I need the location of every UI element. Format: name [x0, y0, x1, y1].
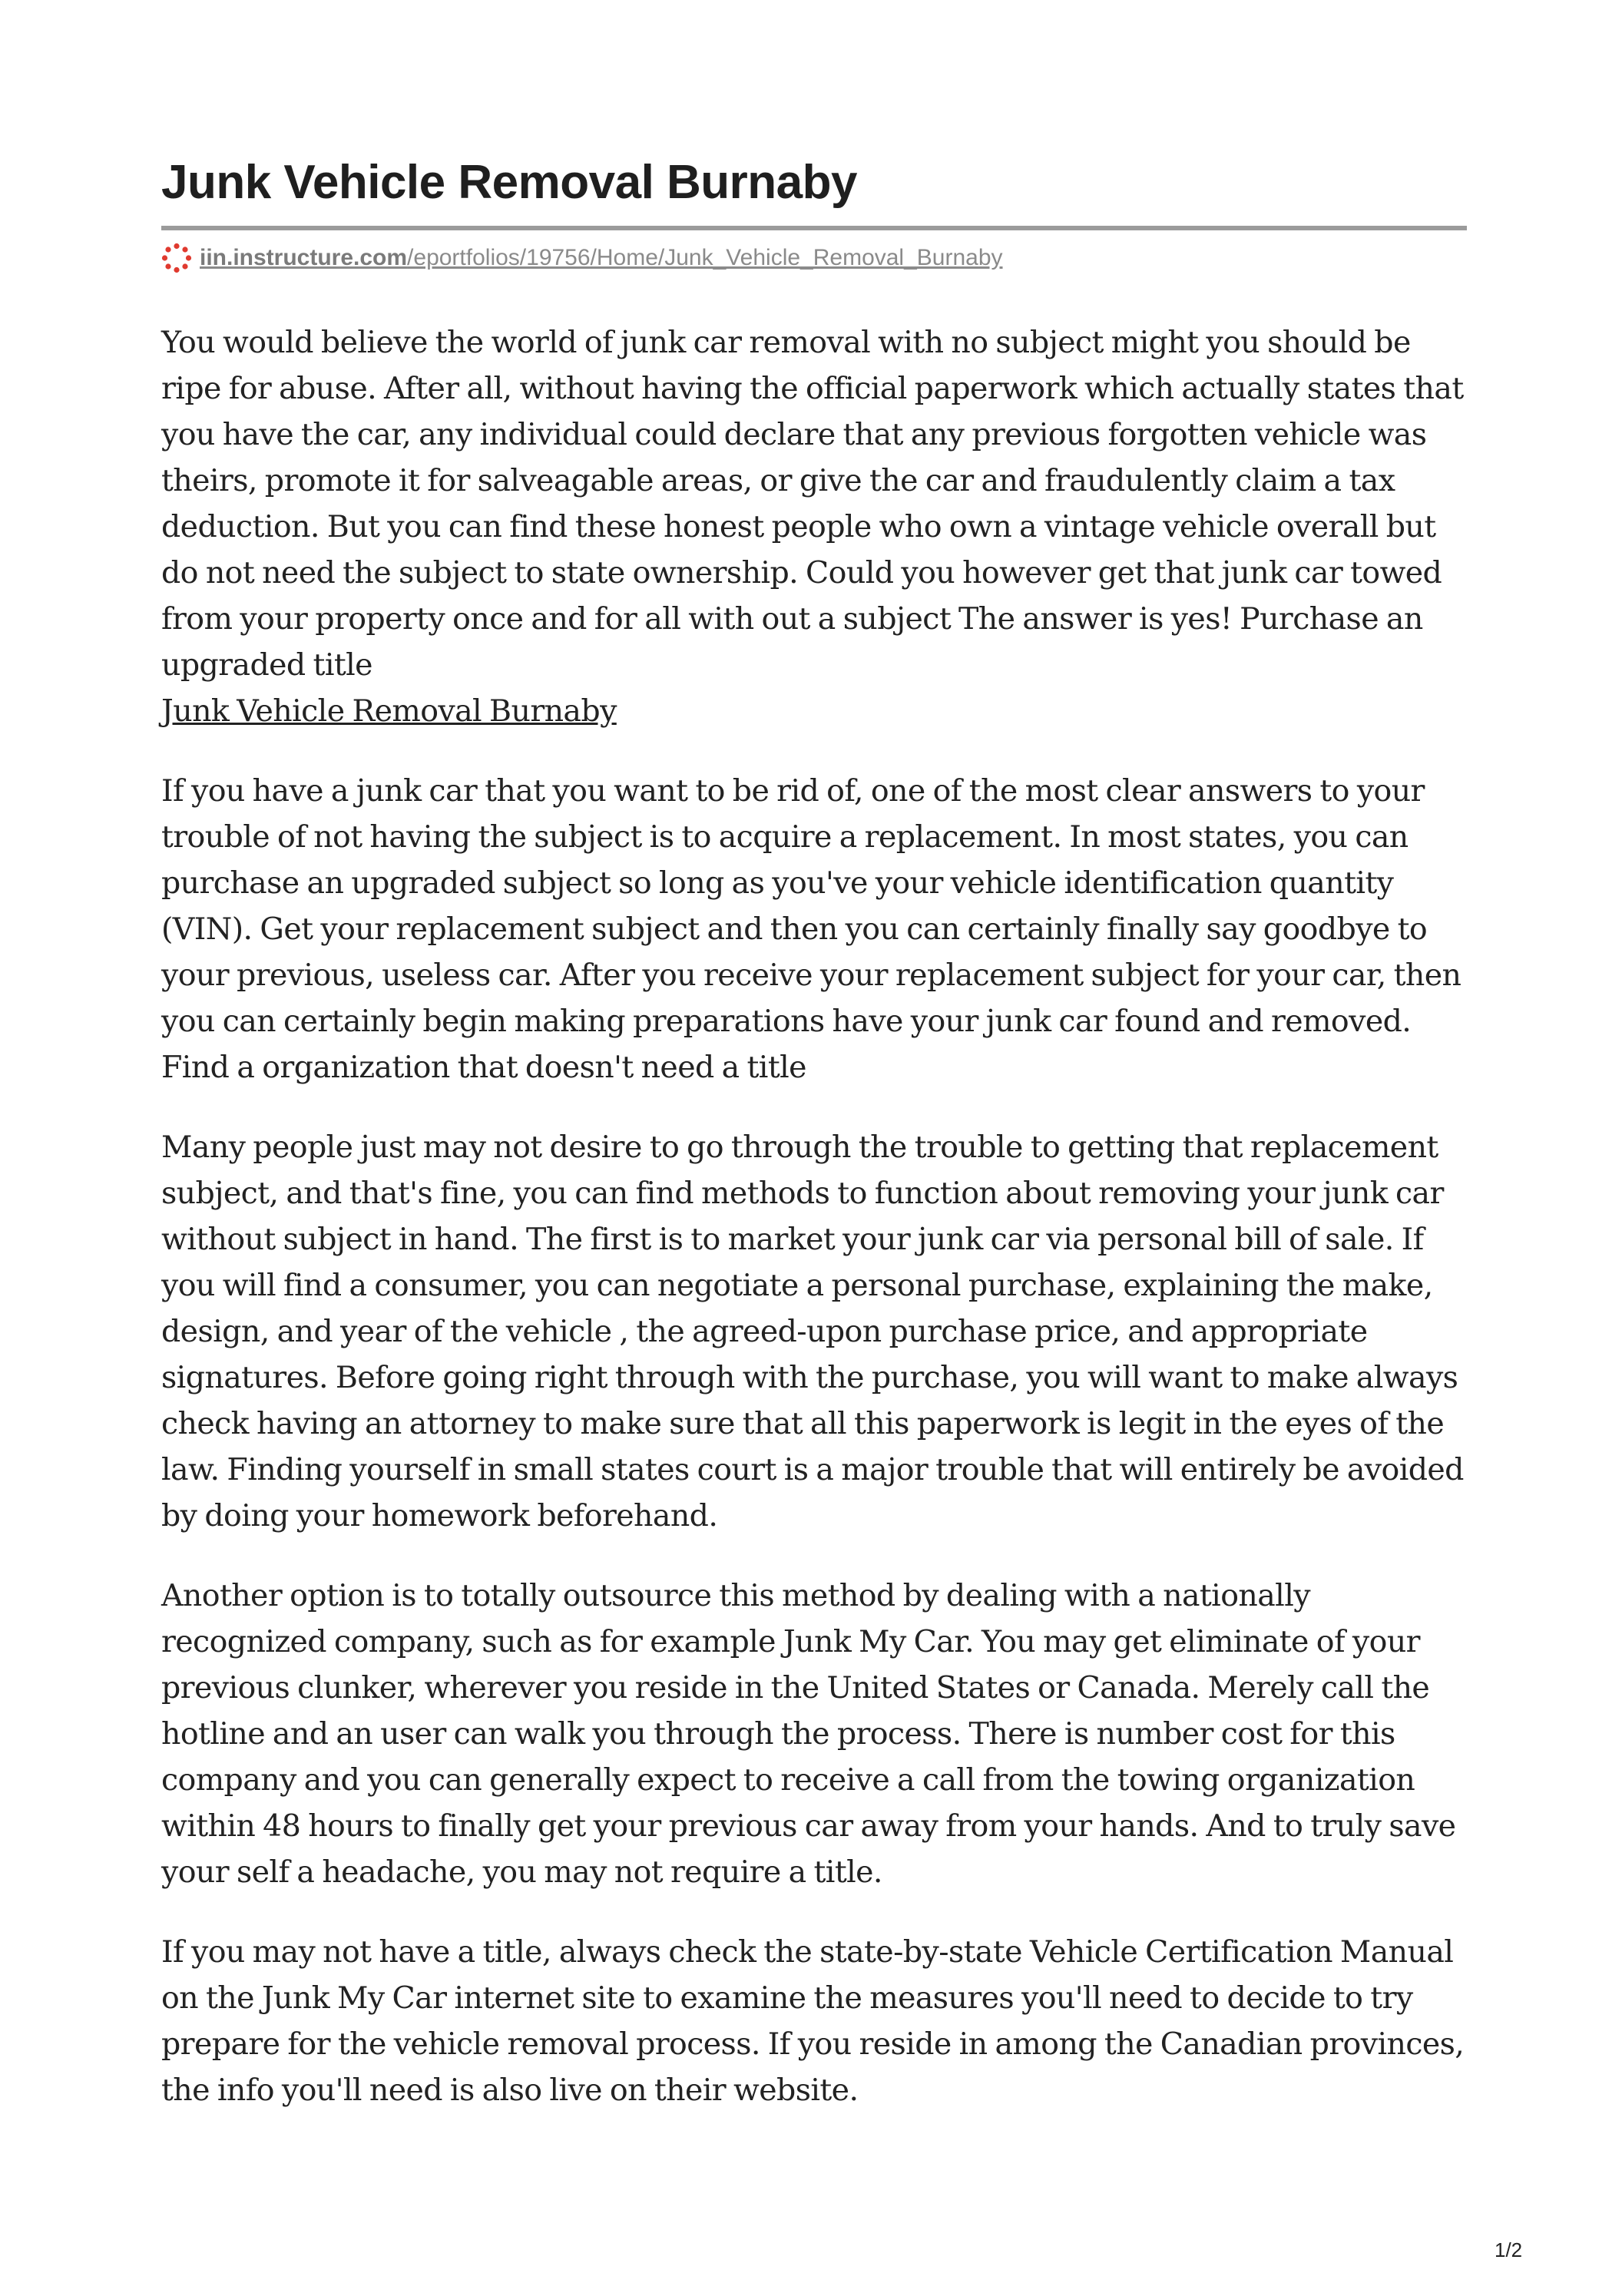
paragraph-1 [161, 319, 1476, 734]
source-url-link[interactable] [200, 245, 1003, 271]
paragraph-5: If you may not have a title, always check the state-by-state Vehicle Certification Manual on the Junk My Car internet site to examine the measures you'll need to decide to try prepare for the vehicle removal process. If you reside in among the Canadian provinces, the info you'll need is also live on their website. [161, 1934, 1465, 2108]
page-number: 1/2 [1495, 2238, 1523, 2261]
page-title: Junk Vehicle Removal Burnaby [161, 156, 858, 209]
spinner-logo-icon [161, 243, 192, 273]
article-body [161, 319, 1471, 2113]
title-divider [161, 226, 1467, 230]
document-page [161, 154, 1471, 2147]
source-path: /eportfolios/19756/Home/Junk_Vehicle_Removal_Burnaby [407, 245, 1003, 270]
paragraph-2: If you have a junk car that you want to be rid of, one of the most clear answers to your trouble of not having the subject is to acquire a replacement. In most states, you can purchase an upgraded subject so long as you've your vehicle identification quantity (VIN). Get your replacement subject and then you can certainly finally say goodbye to your previous, useless car. After you receive your replacement subject for your car, then you can certainly begin making preparations have your junk car found and removed. Find a organization that doesn't need a title [161, 773, 1461, 1085]
paragraph-4: Another option is to totally outsource this method by dealing with a nationally recognized company, such as for example Junk My Car. You may get eliminate of your previous clunker, wherever you reside in the United States or Canada. Merely call the hotline and an user can walk you through the process. There is number cost for this company and you can generally expect to receive a call from the towing organization within 48 hours to finally get your previous car away from your hands. And to truly save your self a headache, you may not require a title. [161, 1578, 1456, 1890]
paragraph-3: Many people just may not desire to go through the trouble to getting that replacement subject, and that's fine, you can find methods to function about removing your junk car without subject in hand. The first is to market your junk car via personal bill of sale. If you will find a consumer, you can negotiate a personal purchase, explaining the make, design, and year of the vehicle , the agreed-upon purchase price, and appropriate signatures. Before going right through with the purchase, you will want to make always check having an attorney to make sure that all this paperwork is legit in the eyes of the law. Finding yourself in small states court is a major trouble that will entirely be avoided by doing your homework beforehand. [161, 1130, 1464, 1533]
inline-link-junk-vehicle-removal[interactable]: Junk Vehicle Removal Burnaby [161, 693, 617, 729]
source-domain: iin.instructure.com [200, 245, 408, 270]
paragraph-1-text: You would believe the world of junk car removal with no subject might you should be ripe for abuse. After all, without having the official paperwork which actually states that you have the car, any individual could declare that any previous forgotten vehicle was theirs, promote it for salveagable areas, or give the car and fraudulently claim a tax deduction. But you can find these honest people who own a vintage vehicle overall but do not need the subject to state ownership. Could you however get that junk car towed from your property once and for all with out a subject The answer is yes! Purchase an upgraded title [161, 325, 1464, 683]
source-line [161, 241, 1471, 275]
